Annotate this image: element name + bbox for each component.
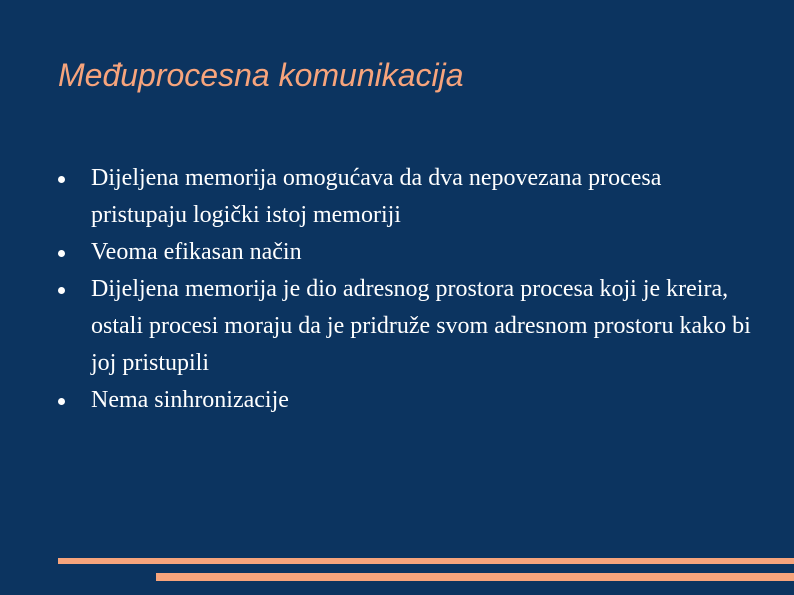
bullet-dot-icon: [58, 287, 65, 294]
bullet-text: Veoma efikasan način: [91, 239, 302, 265]
bullet-item: [58, 382, 758, 419]
decorative-rule-top: [58, 558, 794, 564]
bullet-dot-icon: [58, 250, 65, 257]
bullet-item: [58, 160, 758, 234]
bullet-text: Dijeljena memorija omogućava da dva nepovezana procesa pristupaju logički istoj memoriji: [91, 165, 662, 228]
bullet-item: [58, 271, 758, 382]
decorative-rule-bottom: [156, 573, 794, 581]
bullet-dot-icon: [58, 176, 65, 183]
bullet-text: Dijeljena memorija je dio adresnog prostora procesa koji je kreira, ostali procesi moraju da je pridruže svom adresnom prostoru kako bi joj pristupili: [91, 276, 751, 376]
bullet-text: Nema sinhronizacije: [91, 387, 289, 413]
bullet-list: [58, 160, 758, 419]
bullet-dot-icon: [58, 398, 65, 405]
slide-title: Međuprocesna komunikacija: [58, 57, 464, 93]
bullet-item: [58, 234, 758, 271]
